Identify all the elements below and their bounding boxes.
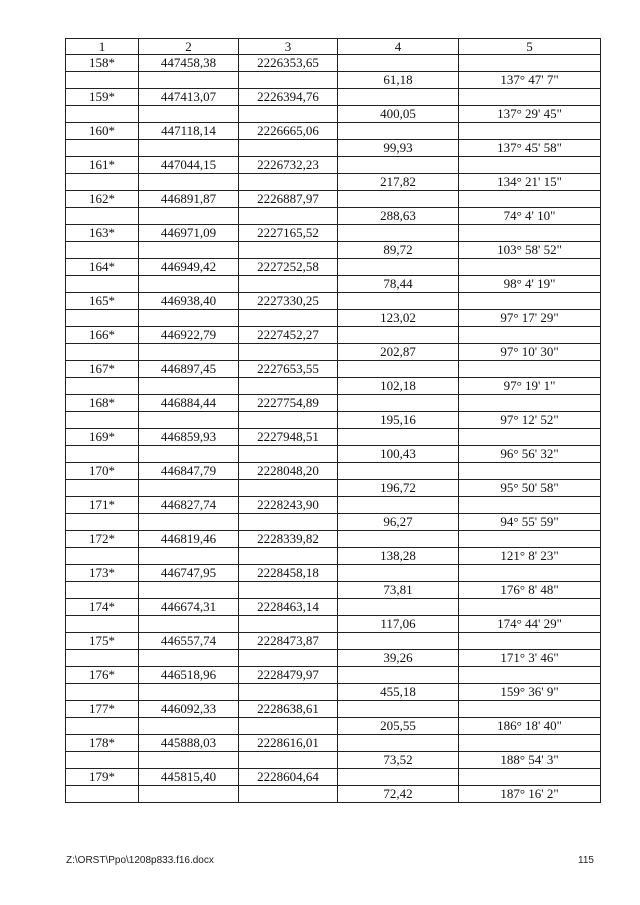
empty-x-cell (139, 480, 239, 497)
direction-angle-cell: 97° 10' 30" (459, 344, 601, 361)
segment-length-cell: 196,72 (338, 480, 459, 497)
x-coordinate-cell: 446674,31 (139, 599, 239, 616)
empty-x-cell (139, 718, 239, 735)
direction-angle-cell: 186° 18' 40" (459, 718, 601, 735)
segment-row (66, 650, 601, 667)
empty-angle-cell (459, 599, 601, 616)
x-coordinate-cell: 447118,14 (139, 123, 239, 140)
point-row (66, 55, 601, 72)
coordinates-table (65, 38, 601, 803)
y-coordinate-cell: 2228243,90 (239, 497, 338, 514)
segment-length-cell: 217,82 (338, 174, 459, 191)
y-coordinate-cell: 2228048,20 (239, 463, 338, 480)
segment-row (66, 718, 601, 735)
y-coordinate-cell: 2227330,25 (239, 293, 338, 310)
empty-x-cell (139, 684, 239, 701)
segment-row (66, 310, 601, 327)
empty-id-cell (66, 72, 139, 89)
y-coordinate-cell: 2228463,14 (239, 599, 338, 616)
point-id-cell: 164* (66, 259, 139, 276)
empty-length-cell (338, 531, 459, 548)
x-coordinate-cell: 447044,15 (139, 157, 239, 174)
empty-angle-cell (459, 293, 601, 310)
empty-length-cell (338, 667, 459, 684)
x-coordinate-cell: 446971,09 (139, 225, 239, 242)
x-coordinate-cell: 446938,40 (139, 293, 239, 310)
empty-y-cell (239, 582, 338, 599)
segment-row (66, 480, 601, 497)
empty-id-cell (66, 412, 139, 429)
point-id-cell: 175* (66, 633, 139, 650)
point-id-cell: 173* (66, 565, 139, 582)
segment-row (66, 276, 601, 293)
empty-id-cell (66, 106, 139, 123)
empty-id-cell (66, 140, 139, 157)
empty-id-cell (66, 378, 139, 395)
empty-length-cell (338, 463, 459, 480)
empty-id-cell (66, 310, 139, 327)
empty-y-cell (239, 208, 338, 225)
x-coordinate-cell: 446747,95 (139, 565, 239, 582)
segment-length-cell: 72,42 (338, 786, 459, 803)
point-row (66, 735, 601, 752)
empty-angle-cell (459, 667, 601, 684)
point-row (66, 361, 601, 378)
point-row (66, 89, 601, 106)
point-row (66, 599, 601, 616)
segment-length-cell: 73,81 (338, 582, 459, 599)
segment-length-cell: 400,05 (338, 106, 459, 123)
column-header-5: 5 (459, 39, 601, 55)
y-coordinate-cell: 2228473,87 (239, 633, 338, 650)
empty-angle-cell (459, 429, 601, 446)
empty-length-cell (338, 701, 459, 718)
empty-y-cell (239, 412, 338, 429)
empty-x-cell (139, 548, 239, 565)
empty-y-cell (239, 276, 338, 293)
point-id-cell: 158* (66, 55, 139, 72)
direction-angle-cell: 94° 55' 59" (459, 514, 601, 531)
empty-y-cell (239, 786, 338, 803)
empty-angle-cell (459, 463, 601, 480)
point-id-cell: 168* (66, 395, 139, 412)
point-id-cell: 160* (66, 123, 139, 140)
empty-angle-cell (459, 259, 601, 276)
y-coordinate-cell: 2228458,18 (239, 565, 338, 582)
empty-id-cell (66, 548, 139, 565)
direction-angle-cell: 174° 44' 29" (459, 616, 601, 633)
segment-row (66, 582, 601, 599)
segment-length-cell: 73,52 (338, 752, 459, 769)
x-coordinate-cell: 446827,74 (139, 497, 239, 514)
empty-x-cell (139, 276, 239, 293)
direction-angle-cell: 134° 21' 15" (459, 174, 601, 191)
x-coordinate-cell: 446847,79 (139, 463, 239, 480)
segment-row (66, 446, 601, 463)
empty-length-cell (338, 565, 459, 582)
point-id-cell: 179* (66, 769, 139, 786)
empty-x-cell (139, 650, 239, 667)
empty-angle-cell (459, 123, 601, 140)
empty-y-cell (239, 72, 338, 89)
x-coordinate-cell: 446092,33 (139, 701, 239, 718)
coordinates-table-body (66, 55, 601, 803)
empty-y-cell (239, 514, 338, 531)
column-header-2: 2 (139, 39, 239, 55)
segment-row (66, 616, 601, 633)
y-coordinate-cell: 2227452,27 (239, 327, 338, 344)
direction-angle-cell: 95° 50' 58" (459, 480, 601, 497)
empty-length-cell (338, 225, 459, 242)
empty-length-cell (338, 395, 459, 412)
point-row (66, 633, 601, 650)
direction-angle-cell: 187° 16' 2" (459, 786, 601, 803)
empty-y-cell (239, 344, 338, 361)
point-id-cell: 159* (66, 89, 139, 106)
segment-row (66, 106, 601, 123)
segment-length-cell: 96,27 (338, 514, 459, 531)
empty-x-cell (139, 140, 239, 157)
segment-length-cell: 61,18 (338, 72, 459, 89)
segment-length-cell: 138,28 (338, 548, 459, 565)
x-coordinate-cell: 446518,96 (139, 667, 239, 684)
empty-y-cell (239, 140, 338, 157)
x-coordinate-cell: 446949,42 (139, 259, 239, 276)
empty-id-cell (66, 446, 139, 463)
empty-y-cell (239, 446, 338, 463)
point-id-cell: 167* (66, 361, 139, 378)
empty-y-cell (239, 718, 338, 735)
empty-angle-cell (459, 191, 601, 208)
y-coordinate-cell: 2227653,55 (239, 361, 338, 378)
empty-y-cell (239, 310, 338, 327)
direction-angle-cell: 159° 36' 9" (459, 684, 601, 701)
y-coordinate-cell: 2226394,76 (239, 89, 338, 106)
segment-length-cell: 205,55 (338, 718, 459, 735)
segment-row (66, 242, 601, 259)
direction-angle-cell: 137° 47' 7" (459, 72, 601, 89)
point-row (66, 225, 601, 242)
segment-row (66, 548, 601, 565)
empty-x-cell (139, 514, 239, 531)
direction-angle-cell: 137° 29' 45" (459, 106, 601, 123)
empty-length-cell (338, 769, 459, 786)
empty-id-cell (66, 786, 139, 803)
segment-length-cell: 123,02 (338, 310, 459, 327)
empty-x-cell (139, 344, 239, 361)
x-coordinate-cell: 446557,74 (139, 633, 239, 650)
empty-y-cell (239, 752, 338, 769)
direction-angle-cell: 98° 4' 19" (459, 276, 601, 293)
segment-row (66, 344, 601, 361)
y-coordinate-cell: 2228339,82 (239, 531, 338, 548)
empty-angle-cell (459, 531, 601, 548)
segment-row (66, 684, 601, 701)
empty-x-cell (139, 310, 239, 327)
column-header-1: 1 (66, 39, 139, 55)
empty-x-cell (139, 446, 239, 463)
empty-x-cell (139, 378, 239, 395)
empty-id-cell (66, 684, 139, 701)
direction-angle-cell: 188° 54' 3" (459, 752, 601, 769)
empty-angle-cell (459, 701, 601, 718)
empty-angle-cell (459, 395, 601, 412)
point-id-cell: 163* (66, 225, 139, 242)
direction-angle-cell: 171° 3' 46" (459, 650, 601, 667)
direction-angle-cell: 96° 56' 32" (459, 446, 601, 463)
segment-row (66, 786, 601, 803)
segment-length-cell: 455,18 (338, 684, 459, 701)
footer-page-number: 115 (578, 855, 594, 866)
empty-length-cell (338, 89, 459, 106)
y-coordinate-cell: 2227948,51 (239, 429, 338, 446)
empty-length-cell (338, 191, 459, 208)
x-coordinate-cell: 446891,87 (139, 191, 239, 208)
point-id-cell: 161* (66, 157, 139, 174)
empty-id-cell (66, 718, 139, 735)
empty-y-cell (239, 106, 338, 123)
empty-angle-cell (459, 497, 601, 514)
x-coordinate-cell: 447458,38 (139, 55, 239, 72)
empty-length-cell (338, 497, 459, 514)
segment-row (66, 140, 601, 157)
point-row (66, 259, 601, 276)
empty-angle-cell (459, 633, 601, 650)
y-coordinate-cell: 2226887,97 (239, 191, 338, 208)
empty-length-cell (338, 361, 459, 378)
empty-length-cell (338, 123, 459, 140)
direction-angle-cell: 103° 58' 52" (459, 242, 601, 259)
column-number-row (66, 39, 601, 55)
point-row (66, 123, 601, 140)
empty-angle-cell (459, 327, 601, 344)
empty-id-cell (66, 650, 139, 667)
y-coordinate-cell: 2228604,64 (239, 769, 338, 786)
segment-length-cell: 78,44 (338, 276, 459, 293)
empty-id-cell (66, 276, 139, 293)
point-row (66, 565, 601, 582)
empty-x-cell (139, 786, 239, 803)
point-row (66, 293, 601, 310)
footer-file-path: Z:\ORST\Ppo\1208p833.f16.docx (66, 855, 214, 866)
column-header-3: 3 (239, 39, 338, 55)
empty-length-cell (338, 735, 459, 752)
empty-x-cell (139, 174, 239, 191)
empty-length-cell (338, 429, 459, 446)
empty-angle-cell (459, 769, 601, 786)
direction-angle-cell: 176° 8' 48" (459, 582, 601, 599)
point-row (66, 395, 601, 412)
point-row (66, 327, 601, 344)
empty-angle-cell (459, 735, 601, 752)
segment-length-cell: 100,43 (338, 446, 459, 463)
x-coordinate-cell: 445815,40 (139, 769, 239, 786)
x-coordinate-cell: 446897,45 (139, 361, 239, 378)
point-row (66, 191, 601, 208)
empty-x-cell (139, 106, 239, 123)
empty-y-cell (239, 684, 338, 701)
y-coordinate-cell: 2228616,01 (239, 735, 338, 752)
empty-length-cell (338, 599, 459, 616)
y-coordinate-cell: 2226732,23 (239, 157, 338, 174)
point-row (66, 667, 601, 684)
point-id-cell: 169* (66, 429, 139, 446)
empty-x-cell (139, 582, 239, 599)
y-coordinate-cell: 2226665,06 (239, 123, 338, 140)
point-row (66, 497, 601, 514)
empty-angle-cell (459, 157, 601, 174)
empty-angle-cell (459, 89, 601, 106)
segment-length-cell: 202,87 (338, 344, 459, 361)
y-coordinate-cell: 2227165,52 (239, 225, 338, 242)
point-id-cell: 166* (66, 327, 139, 344)
segment-row (66, 412, 601, 429)
empty-y-cell (239, 174, 338, 191)
segment-length-cell: 288,63 (338, 208, 459, 225)
empty-length-cell (338, 633, 459, 650)
empty-y-cell (239, 650, 338, 667)
x-coordinate-cell: 446884,44 (139, 395, 239, 412)
empty-y-cell (239, 480, 338, 497)
direction-angle-cell: 121° 8' 23" (459, 548, 601, 565)
empty-angle-cell (459, 361, 601, 378)
point-row (66, 157, 601, 174)
direction-angle-cell: 74° 4' 10" (459, 208, 601, 225)
empty-length-cell (338, 55, 459, 72)
x-coordinate-cell: 447413,07 (139, 89, 239, 106)
segment-row (66, 174, 601, 191)
empty-length-cell (338, 327, 459, 344)
column-header-4: 4 (338, 39, 459, 55)
direction-angle-cell: 97° 17' 29" (459, 310, 601, 327)
segment-length-cell: 195,16 (338, 412, 459, 429)
point-row (66, 463, 601, 480)
point-id-cell: 165* (66, 293, 139, 310)
point-row (66, 701, 601, 718)
direction-angle-cell: 97° 19' 1" (459, 378, 601, 395)
empty-y-cell (239, 242, 338, 259)
empty-id-cell (66, 514, 139, 531)
point-id-cell: 172* (66, 531, 139, 548)
point-id-cell: 178* (66, 735, 139, 752)
point-row (66, 429, 601, 446)
x-coordinate-cell: 446922,79 (139, 327, 239, 344)
empty-x-cell (139, 616, 239, 633)
x-coordinate-cell: 446819,46 (139, 531, 239, 548)
point-id-cell: 174* (66, 599, 139, 616)
y-coordinate-cell: 2228638,61 (239, 701, 338, 718)
empty-length-cell (338, 259, 459, 276)
empty-y-cell (239, 616, 338, 633)
x-coordinate-cell: 445888,03 (139, 735, 239, 752)
empty-id-cell (66, 616, 139, 633)
segment-length-cell: 89,72 (338, 242, 459, 259)
empty-angle-cell (459, 55, 601, 72)
segment-length-cell: 102,18 (338, 378, 459, 395)
y-coordinate-cell: 2226353,65 (239, 55, 338, 72)
empty-y-cell (239, 548, 338, 565)
y-coordinate-cell: 2228479,97 (239, 667, 338, 684)
segment-row (66, 378, 601, 395)
segment-length-cell: 99,93 (338, 140, 459, 157)
empty-length-cell (338, 293, 459, 310)
empty-x-cell (139, 72, 239, 89)
empty-angle-cell (459, 225, 601, 242)
y-coordinate-cell: 2227252,58 (239, 259, 338, 276)
empty-x-cell (139, 412, 239, 429)
empty-id-cell (66, 480, 139, 497)
direction-angle-cell: 137° 45' 58" (459, 140, 601, 157)
segment-length-cell: 117,06 (338, 616, 459, 633)
empty-x-cell (139, 208, 239, 225)
segment-row (66, 72, 601, 89)
empty-y-cell (239, 378, 338, 395)
empty-id-cell (66, 752, 139, 769)
empty-id-cell (66, 344, 139, 361)
point-id-cell: 176* (66, 667, 139, 684)
segment-row (66, 752, 601, 769)
empty-x-cell (139, 242, 239, 259)
point-id-cell: 170* (66, 463, 139, 480)
point-id-cell: 171* (66, 497, 139, 514)
empty-id-cell (66, 582, 139, 599)
direction-angle-cell: 97° 12' 52" (459, 412, 601, 429)
empty-id-cell (66, 174, 139, 191)
segment-length-cell: 39,26 (338, 650, 459, 667)
empty-id-cell (66, 208, 139, 225)
point-id-cell: 162* (66, 191, 139, 208)
point-id-cell: 177* (66, 701, 139, 718)
point-row (66, 769, 601, 786)
empty-length-cell (338, 157, 459, 174)
segment-row (66, 208, 601, 225)
empty-angle-cell (459, 565, 601, 582)
x-coordinate-cell: 446859,93 (139, 429, 239, 446)
empty-x-cell (139, 752, 239, 769)
point-row (66, 531, 601, 548)
y-coordinate-cell: 2227754,89 (239, 395, 338, 412)
segment-row (66, 514, 601, 531)
empty-id-cell (66, 242, 139, 259)
